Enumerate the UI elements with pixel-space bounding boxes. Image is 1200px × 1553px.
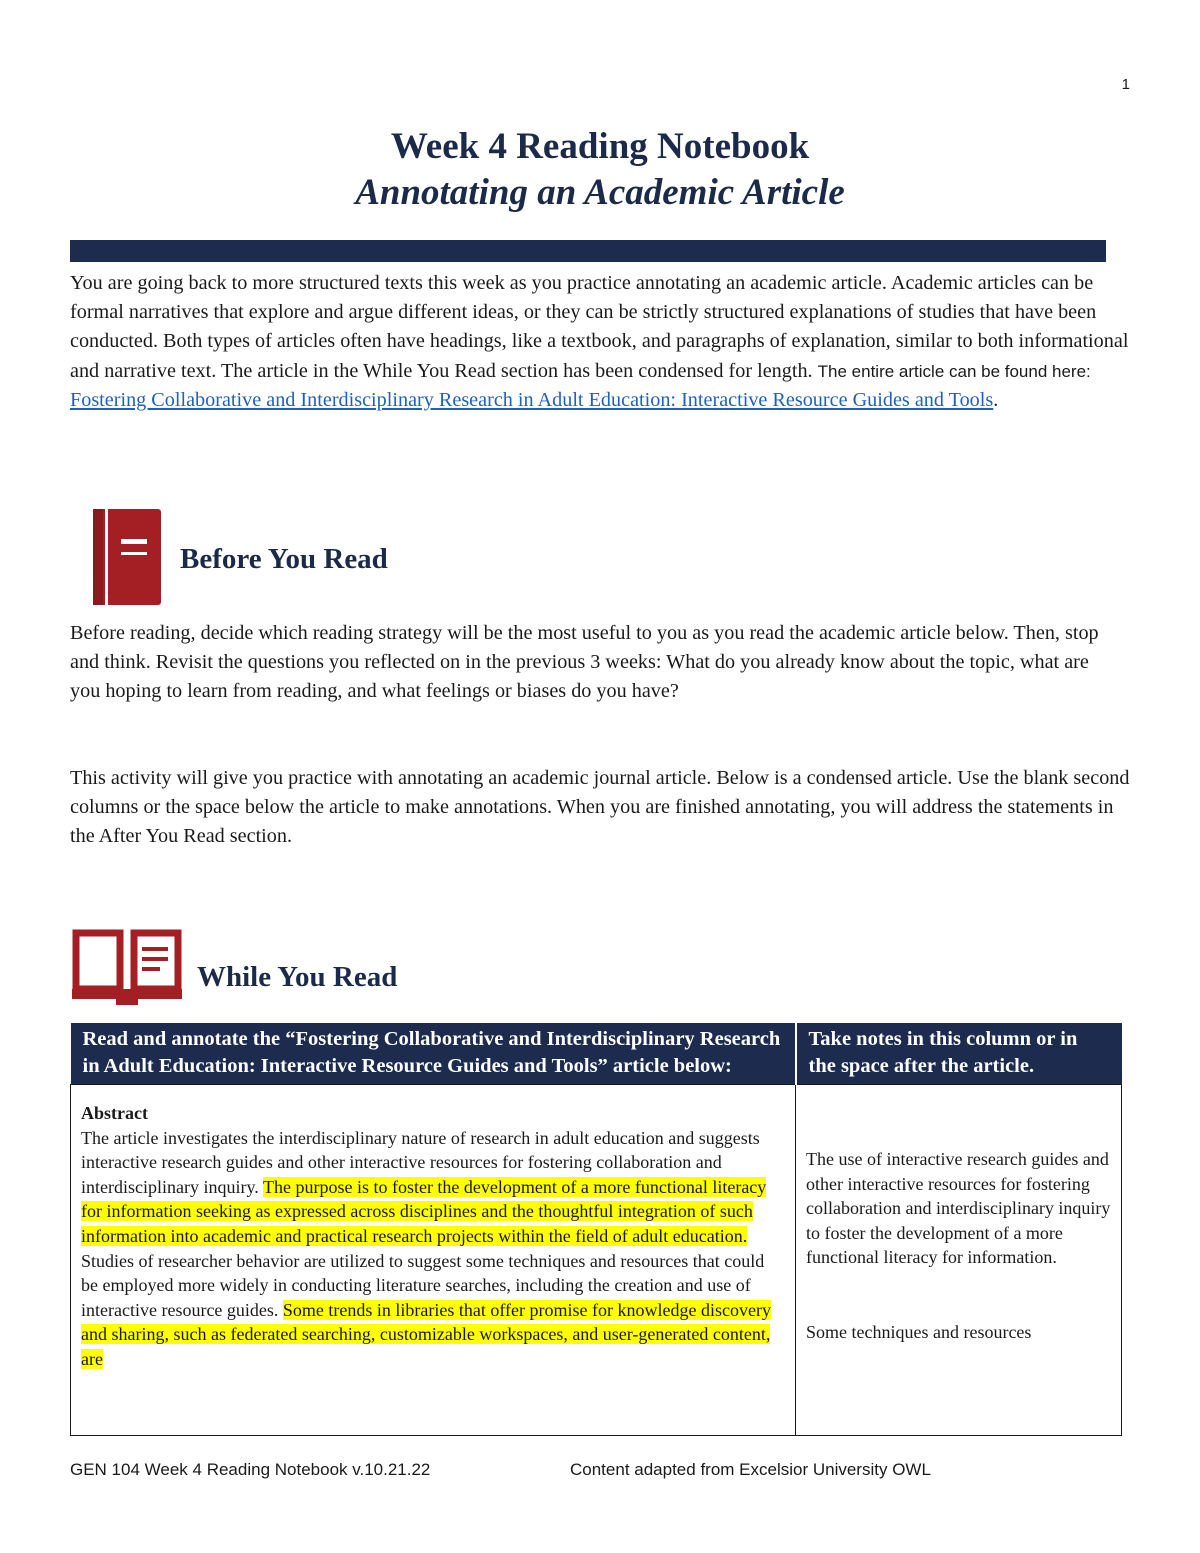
title-line-1: Week 4 Reading Notebook — [390, 126, 810, 167]
footer-right: Content adapted from Excelsior University OWL — [570, 1460, 931, 1479]
before-paragraph-2: This activity will give you practice with annotating an academic journal article. Below is a condensed article. Use the blank second columns or the space below the article to make annotations. When you are finished annotating, you will address the statements in the After You Read section. — [70, 767, 1130, 848]
intro-paragraph — [70, 269, 1140, 415]
abstract-text-1: The article investigates the interdisciplinary nature of research in adult education and suggests interactive research guides and other interactive resources for fostering collaboration and interdisciplinary inquiry. — [81, 1127, 760, 1197]
page-number: 1 — [1121, 76, 1130, 93]
intro-link-lead: The entire article can be found here: — [817, 361, 1091, 381]
while-you-read-heading: While You Read — [197, 961, 398, 993]
notes-column-header: Take notes in this column or in the space after the article. — [796, 1023, 1122, 1085]
before-paragraph-1: Before reading, decide which reading strategy will be the most useful to you as you read the academic article below. Then, stop and think. Revisit the questions you reflected on in the previous 3 weeks: What do you already know about the topic, what are you hoping to learn from reading, and what feelings or biases do you have? — [70, 622, 1099, 703]
abstract-highlight-2: Some trends in libraries that offer promise for knowledge discovery and sharing, such as federated searching, customizable workspaces, and user-generated content, are — [81, 1299, 771, 1369]
before-you-read-heading: Before You Read — [180, 543, 388, 575]
intro-text: You are going back to more structured texts this week as you practice annotating an academic article. Academic articles can be formal narratives that explore and argue different ideas, or they can be strictly structured explanations of studies that have been conducted. Both types of articles often have headings, like a textbook, and paragraphs of explanation, similar to both informational and narrative text. The article in the While You Read section has been condensed for length. — [70, 272, 1129, 382]
article-link[interactable]: Fostering Collaborative and Interdisciplinary Research in Adult Education: Interactive Resource Guides and Tools — [70, 388, 994, 411]
article-column-header: Read and annotate the “Fostering Collaborative and Interdisciplinary Research in Adult Education: Interactive Resource Guides and Tools” article below: — [71, 1023, 796, 1085]
abstract-heading: Abstract — [81, 1103, 148, 1123]
abstract-text-2: Studies of researcher behavior are utilized to suggest some techniques and resources that could be employed more widely in conducting literature searches, including the creation and use of interactive resource guides. — [81, 1250, 765, 1320]
abstract-highlight-1: The purpose is to foster the development of a more functional literacy for information seeking as expressed across disciplines and the thoughtful integration of such information into academic and practical research projects within the field of adult education. — [81, 1176, 767, 1246]
article-text-cell — [71, 1085, 796, 1436]
note-1: The use of interactive research guides and other interactive resources for fostering collaboration and interdisciplinary inquiry to foster the development of a more functional literacy for information. — [806, 1149, 1111, 1268]
book-icon — [93, 509, 161, 610]
title-line-2: Annotating an Academic Article — [355, 172, 845, 213]
footer-left: GEN 104 Week 4 Reading Notebook v.10.21.22 — [70, 1460, 431, 1479]
open-book-icon — [72, 927, 182, 1010]
note-2: Some techniques and resources — [806, 1321, 1032, 1342]
notes-cell[interactable] — [796, 1085, 1122, 1436]
intro-link-period: . — [993, 388, 999, 411]
title-divider-bar — [70, 240, 1106, 262]
article-table — [70, 1023, 1122, 1436]
page-title — [0, 124, 1200, 216]
